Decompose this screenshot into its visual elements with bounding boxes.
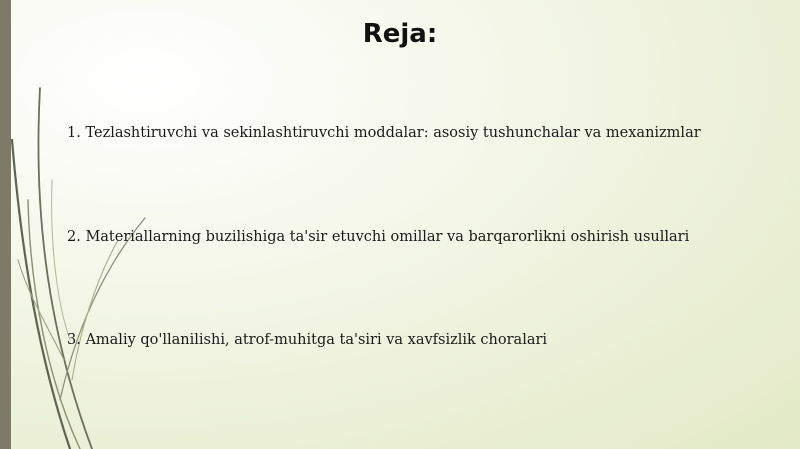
- plan-item-3: 3. Amaliy qo'llanilishi, atrof-muhitga ta'siri va xavfsizlik choralari: [67, 332, 548, 348]
- slide-title: Reja:: [362, 19, 438, 49]
- plan-item-2: 2. Materiallarning buzilishiga ta'sir etuvchi omillar va barqarorlikni oshirish usullari: [67, 229, 690, 245]
- plan-item-1: 1. Tezlashtiruvchi va sekinlashtiruvchi moddalar: asosiy tushunchalar va mexanizmlar: [67, 125, 701, 141]
